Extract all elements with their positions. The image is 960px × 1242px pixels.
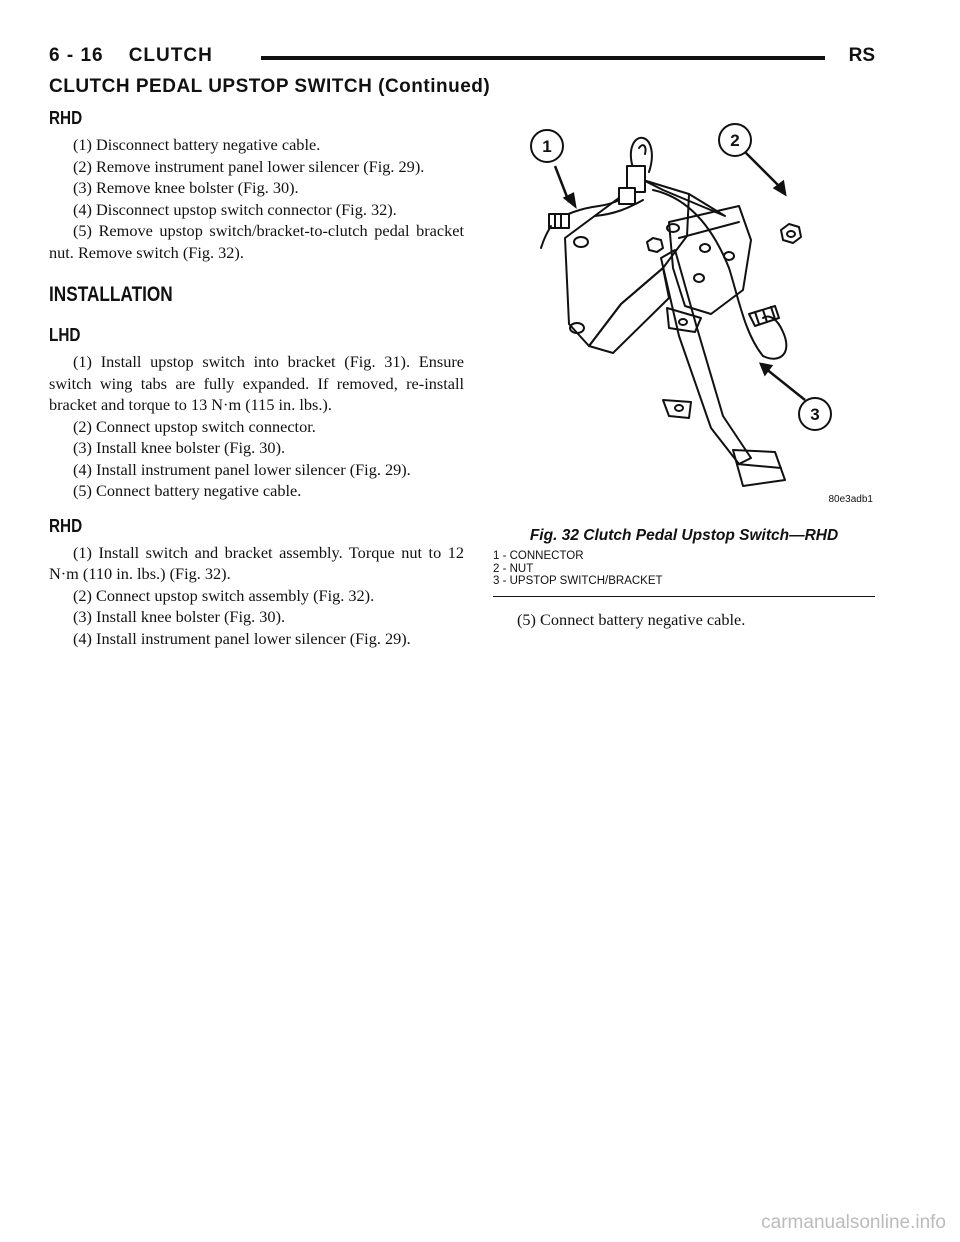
- model-code: RS: [848, 45, 875, 66]
- callout-3: 3: [810, 405, 820, 424]
- right-column-text: [493, 609, 875, 631]
- left-column: [49, 108, 464, 649]
- section-heading-installation: INSTALLATION: [49, 283, 173, 306]
- removal-rhd-step: (1) Disconnect battery negative cable.: [73, 135, 321, 154]
- legend-item: 3 - UPSTOP SWITCH/BRACKET: [493, 575, 663, 587]
- figure-rule: [493, 596, 875, 597]
- removal-rhd-step: (4) Disconnect upstop switch connector (Fig. 32).: [73, 199, 397, 219]
- install-lhd-step: (1) Install upstop switch into bracket (Fig. 31). Ensure switch wing tabs are fully expanded. If removed, re-install bracket and torque to 13 N·m (115 in. lbs.).: [49, 352, 464, 414]
- continued-title: CLUTCH PEDAL UPSTOP SWITCH (Continued): [49, 76, 491, 97]
- removal-rhd-step: (5) Remove upstop switch/bracket-to-clutch pedal bracket nut. Remove switch (Fig. 32).: [49, 221, 464, 262]
- section-heading-removal-rhd: RHD: [49, 108, 83, 128]
- watermark: carmanualsonline.info: [761, 1212, 946, 1233]
- section-heading-install-lhd: LHD: [49, 325, 81, 345]
- install-rhd-step: (3) Install knee bolster (Fig. 30).: [73, 607, 286, 626]
- install-rhd-step: (1) Install switch and bracket assembly. Torque nut to 12 N·m (110 in. lbs.) (Fig. 32).: [49, 542, 464, 583]
- removal-rhd-step: (2) Remove instrument panel lower silencer (Fig. 29).: [73, 156, 425, 176]
- header-rule: [261, 56, 825, 60]
- callout-2: 2: [730, 131, 740, 150]
- clutch-pedal-illustration: [493, 118, 875, 513]
- figure-legend: [493, 550, 663, 588]
- image-code: 80e3adb1: [828, 494, 873, 505]
- install-lhd-step: (3) Install knee bolster (Fig. 30).: [73, 438, 286, 457]
- install-lhd-step: (2) Connect upstop switch connector.: [73, 416, 316, 436]
- page-reference: 6 - 16 CLUTCH: [49, 45, 213, 66]
- install-rhd-step: (5) Connect battery negative cable.: [517, 610, 746, 629]
- removal-rhd-step: (3) Remove knee bolster (Fig. 30).: [73, 178, 299, 197]
- callout-1: 1: [542, 137, 552, 156]
- install-rhd-step: (4) Install instrument panel lower silencer (Fig. 29).: [73, 628, 411, 648]
- section-heading-install-rhd: RHD: [49, 515, 83, 536]
- legend-item: 1 - CONNECTOR: [493, 550, 584, 562]
- page-header: [49, 40, 875, 76]
- install-lhd-step: (4) Install instrument panel lower silencer (Fig. 29).: [73, 459, 411, 479]
- figure-caption: Fig. 32 Clutch Pedal Upstop Switch—RHD: [529, 527, 839, 544]
- install-lhd-step: (5) Connect battery negative cable.: [73, 481, 302, 500]
- legend-item: 2 - NUT: [493, 562, 534, 575]
- install-rhd-step: (2) Connect upstop switch assembly (Fig. 32).: [73, 585, 375, 605]
